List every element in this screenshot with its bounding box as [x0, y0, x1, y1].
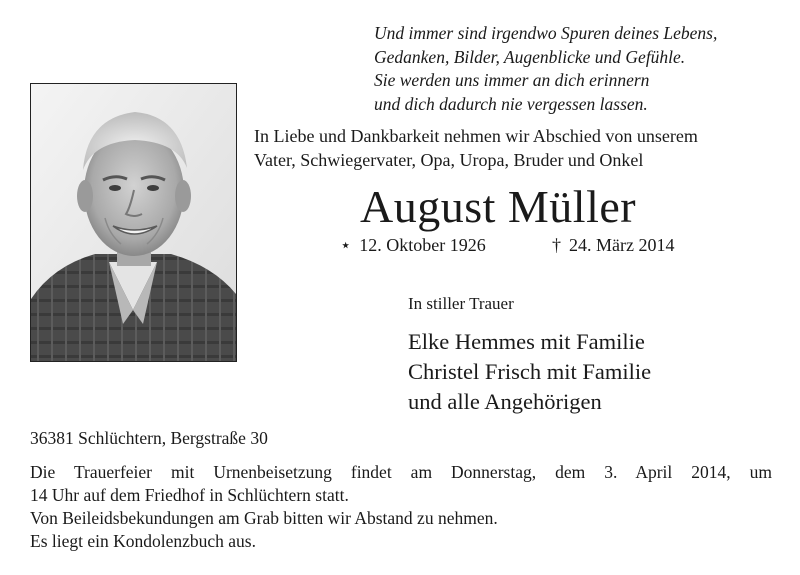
poem-line: Gedanken, Bilder, Augenblicke und Gefühle. [374, 46, 686, 67]
address: 36381 Schlüchtern, Bergstraße 30 [30, 428, 268, 448]
poem-line: Und immer sind irgendwo Spuren deines Lebens, [374, 23, 718, 43]
portrait-photo [30, 83, 237, 362]
notice-line: Die Trauerfeier mit Urnenbeisetzung findet am Donnerstag, dem 3. April 2014, um [30, 462, 772, 482]
death-date [552, 233, 674, 257]
mourning-heading: In stiller Trauer [408, 294, 514, 313]
mourner-entry: Christel Frisch mit Familie [408, 359, 652, 384]
star-icon: ⋆ [340, 235, 352, 255]
poem-line: Sie werden uns immer an dich erinnern [374, 70, 650, 90]
mourners-list [408, 327, 651, 417]
intro-line: In Liebe und Dankbarkeit nehmen wir Abschied von unserem [254, 126, 698, 146]
mourner-entry: Elke Hemmes mit Familie [408, 329, 645, 354]
birth-date [340, 233, 486, 257]
deceased-name: August Müller [360, 181, 637, 232]
funeral-notice [30, 461, 772, 553]
mourner-entry: und alle Angehörigen [408, 389, 602, 414]
notice-line: Von Beileidsbekundungen am Grab bitten wir Abstand zu nehmen. [30, 508, 498, 528]
cross-icon: † [552, 235, 561, 255]
memorial-poem [374, 22, 784, 116]
birth-date-value: 12. Oktober 1926 [359, 235, 486, 255]
intro-text [254, 124, 794, 172]
intro-line: Vater, Schwiegervater, Opa, Uropa, Bruder und Onkel [254, 150, 644, 170]
notice-line: Es liegt ein Kondolenzbuch aus. [30, 531, 256, 551]
poem-line: und dich dadurch nie vergessen lassen. [374, 93, 648, 114]
notice-line: 14 Uhr auf dem Friedhof in Schlüchtern statt. [30, 485, 349, 505]
portrait-image [31, 84, 236, 361]
death-date-value: 24. März 2014 [569, 235, 675, 255]
